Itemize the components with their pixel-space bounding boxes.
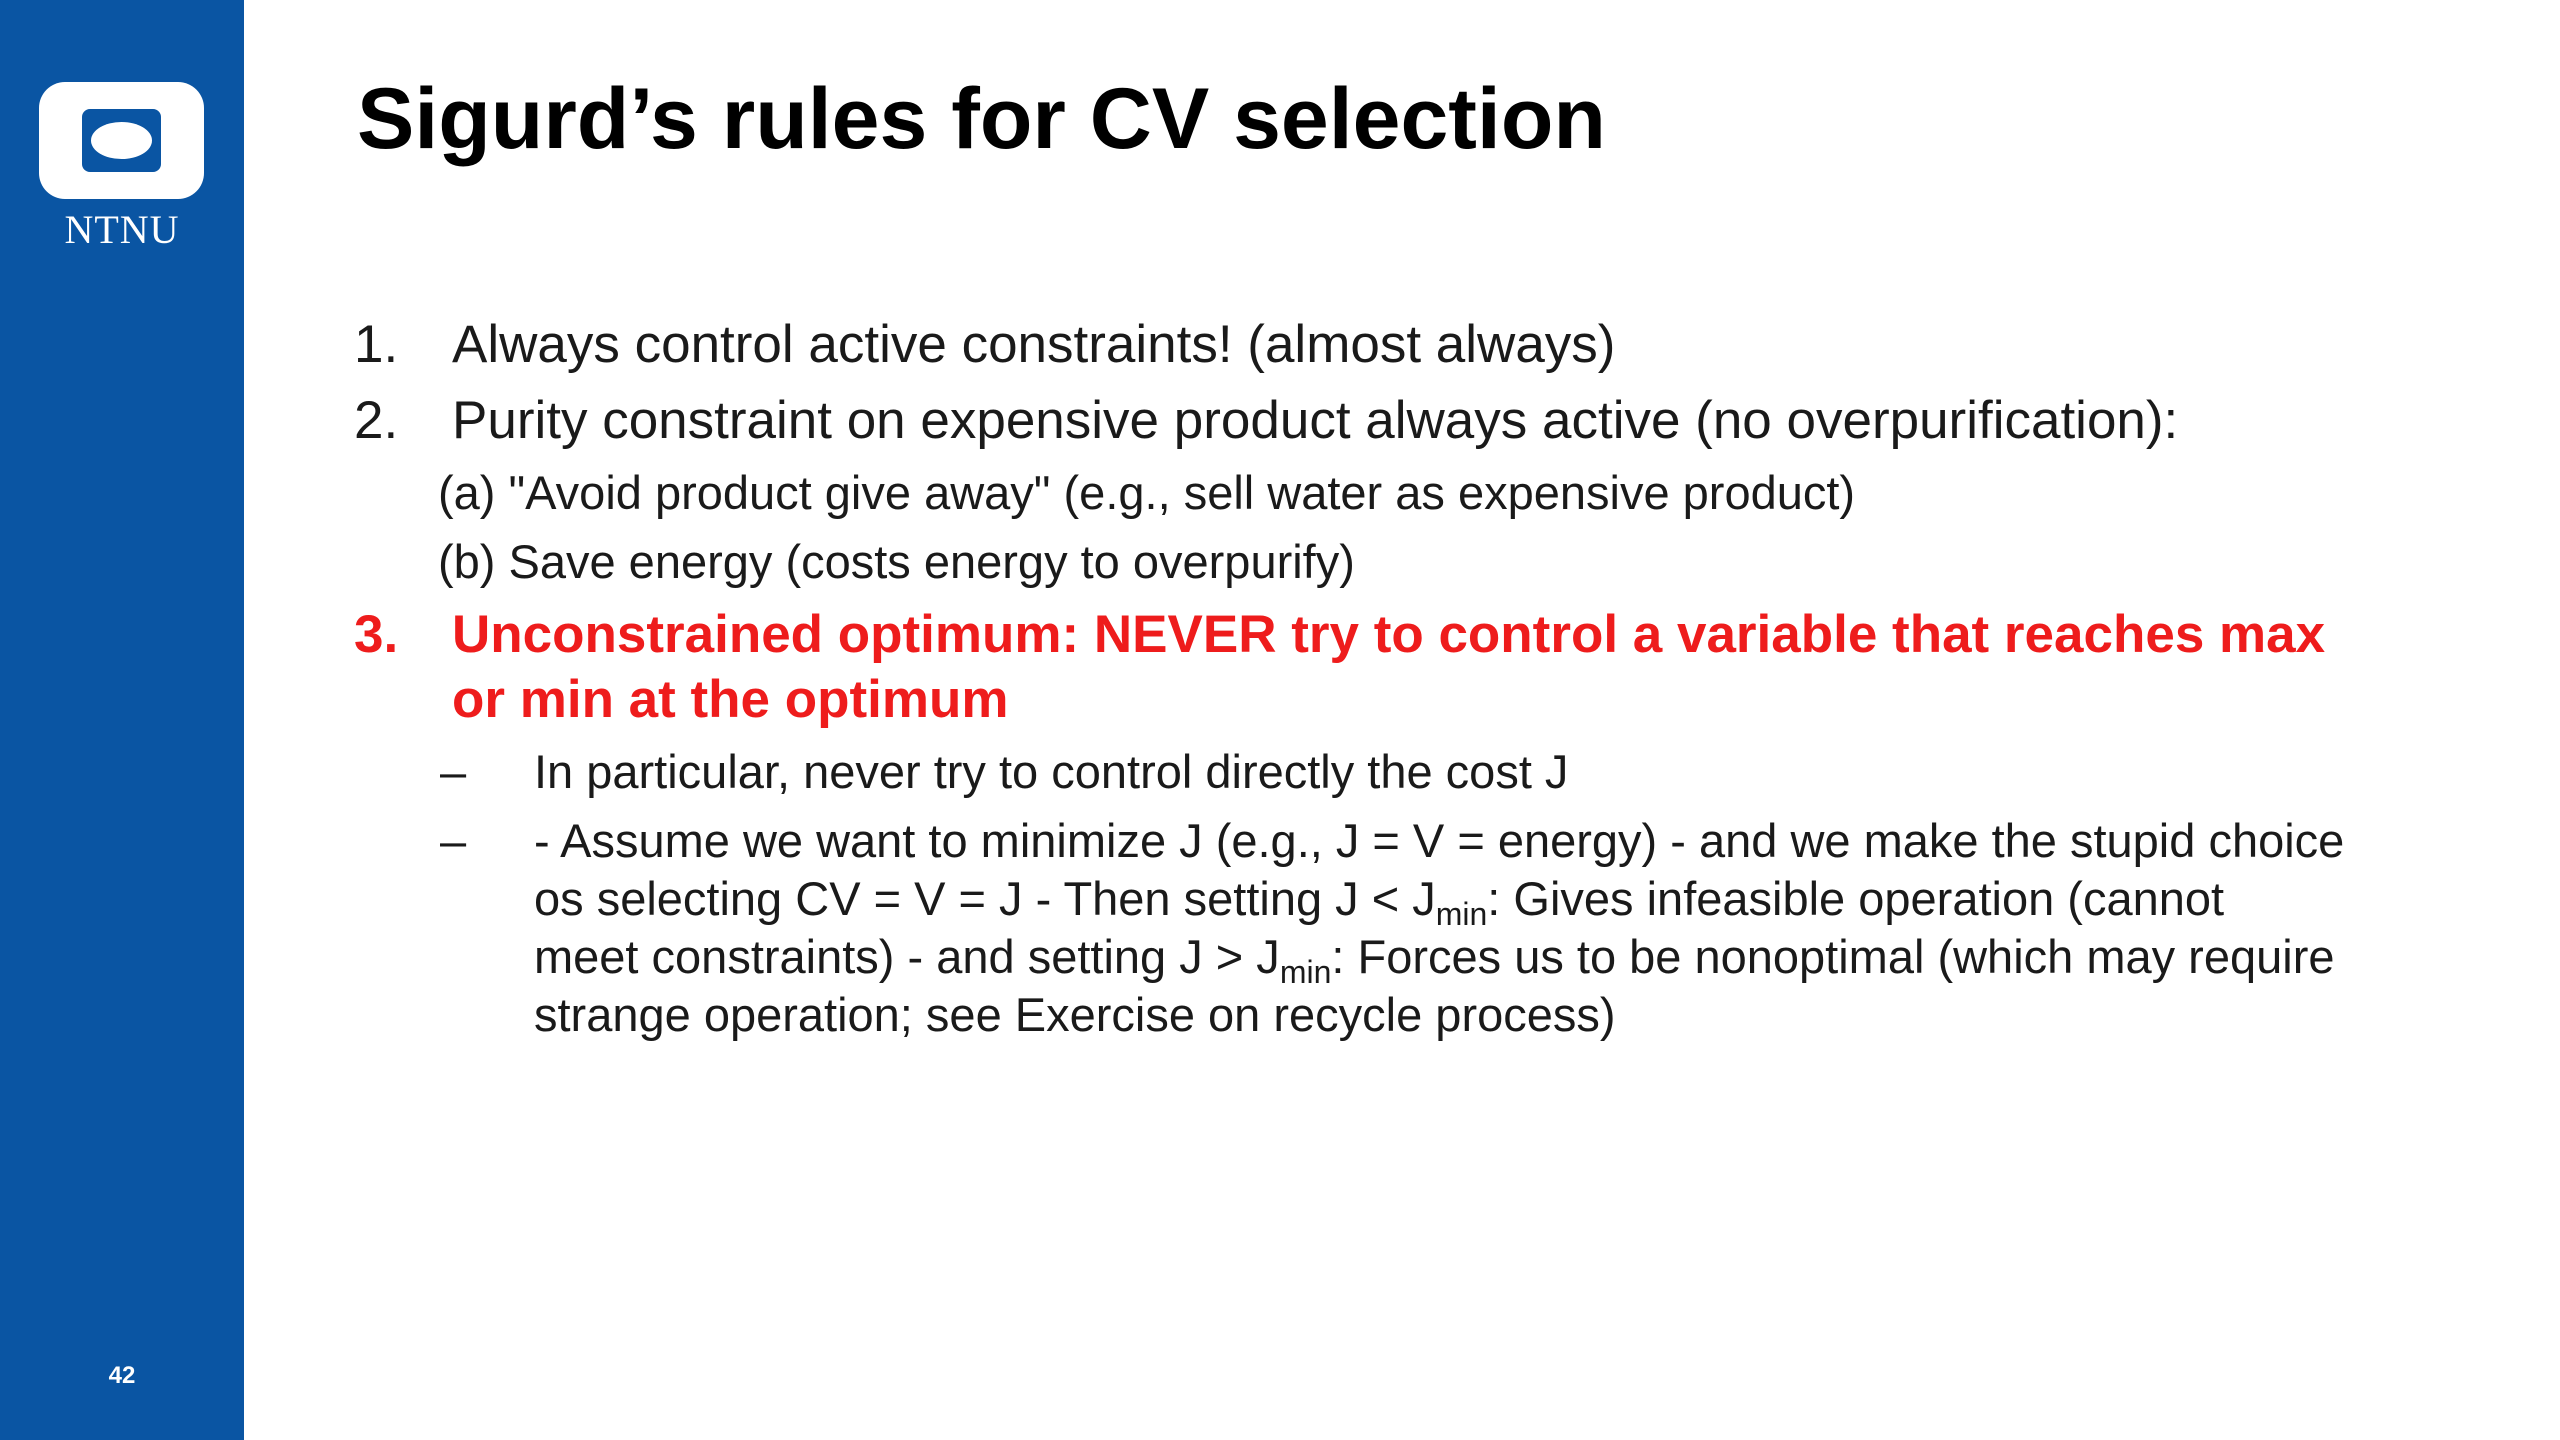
- rule-1-number: 1.: [354, 315, 399, 374]
- rule-2: [354, 388, 2414, 453]
- slide-title: Sigurd’s rules for CV selection: [357, 71, 1606, 167]
- logo-text: NTNU: [64, 207, 180, 252]
- rule-1: [354, 312, 2414, 377]
- rule-3-text-line-1: Unconstrained optimum: NEVER try to control a variable that reaches max: [452, 605, 2326, 664]
- rule-2-subpoint-b: (b) Save energy (costs energy to overpurify): [438, 535, 1355, 588]
- logo-inner-frame: [82, 109, 161, 172]
- rule-2-text: Purity constraint on expensive product always active (no overpurification):: [452, 391, 2179, 450]
- dash-point-1-text: In particular, never try to control directly the cost J: [534, 745, 1569, 798]
- rule-1-text: Always control active constraints! (almost always): [452, 315, 1616, 374]
- dash-point-2-line-3: [534, 928, 2414, 990]
- rule-2-number: 2.: [354, 391, 399, 450]
- rule-2-subpoint-a: (a) "Avoid product give away" (e.g., sell water as expensive product): [438, 466, 1856, 519]
- rule-3-dash-point-1: [354, 743, 2414, 801]
- ntnu-logo-icon: [39, 82, 204, 199]
- dash-point-2-line-3-start: meet constraints) - and setting J > J: [534, 930, 1280, 983]
- jmin-subscript: min: [1435, 896, 1488, 932]
- slide-body: [354, 312, 2414, 1055]
- rule-3-dash-point-2: [354, 812, 2414, 1044]
- dash-point-2-line-2: [534, 870, 2414, 932]
- dash-point-2-line-2-end: : Gives infeasible operation (cannot: [1487, 872, 2225, 925]
- jmin-subscript: min: [1279, 954, 1332, 990]
- dash-point-2-line-4: strange operation; see Exercise on recycle process): [534, 988, 1616, 1041]
- rule-3: [354, 602, 2414, 732]
- logo-oval: [91, 122, 152, 159]
- dash-marker: –: [440, 745, 467, 798]
- rule-3-text-line-2: or min at the optimum: [452, 670, 1009, 729]
- dash-point-2-line-2-start: os selecting CV = V = J - Then setting J < J: [534, 872, 1436, 925]
- sidebar: [0, 0, 244, 1440]
- rule-3-number: 3.: [354, 605, 399, 664]
- page-number: 42: [108, 1362, 136, 1389]
- dash-marker: –: [440, 814, 467, 867]
- dash-point-2-line-1: - Assume we want to minimize J (e.g., J = V = energy) - and we make the stupid choice: [534, 814, 2345, 867]
- dash-point-2-line-3-end: : Forces us to be nonoptimal (which may require: [1331, 930, 2335, 983]
